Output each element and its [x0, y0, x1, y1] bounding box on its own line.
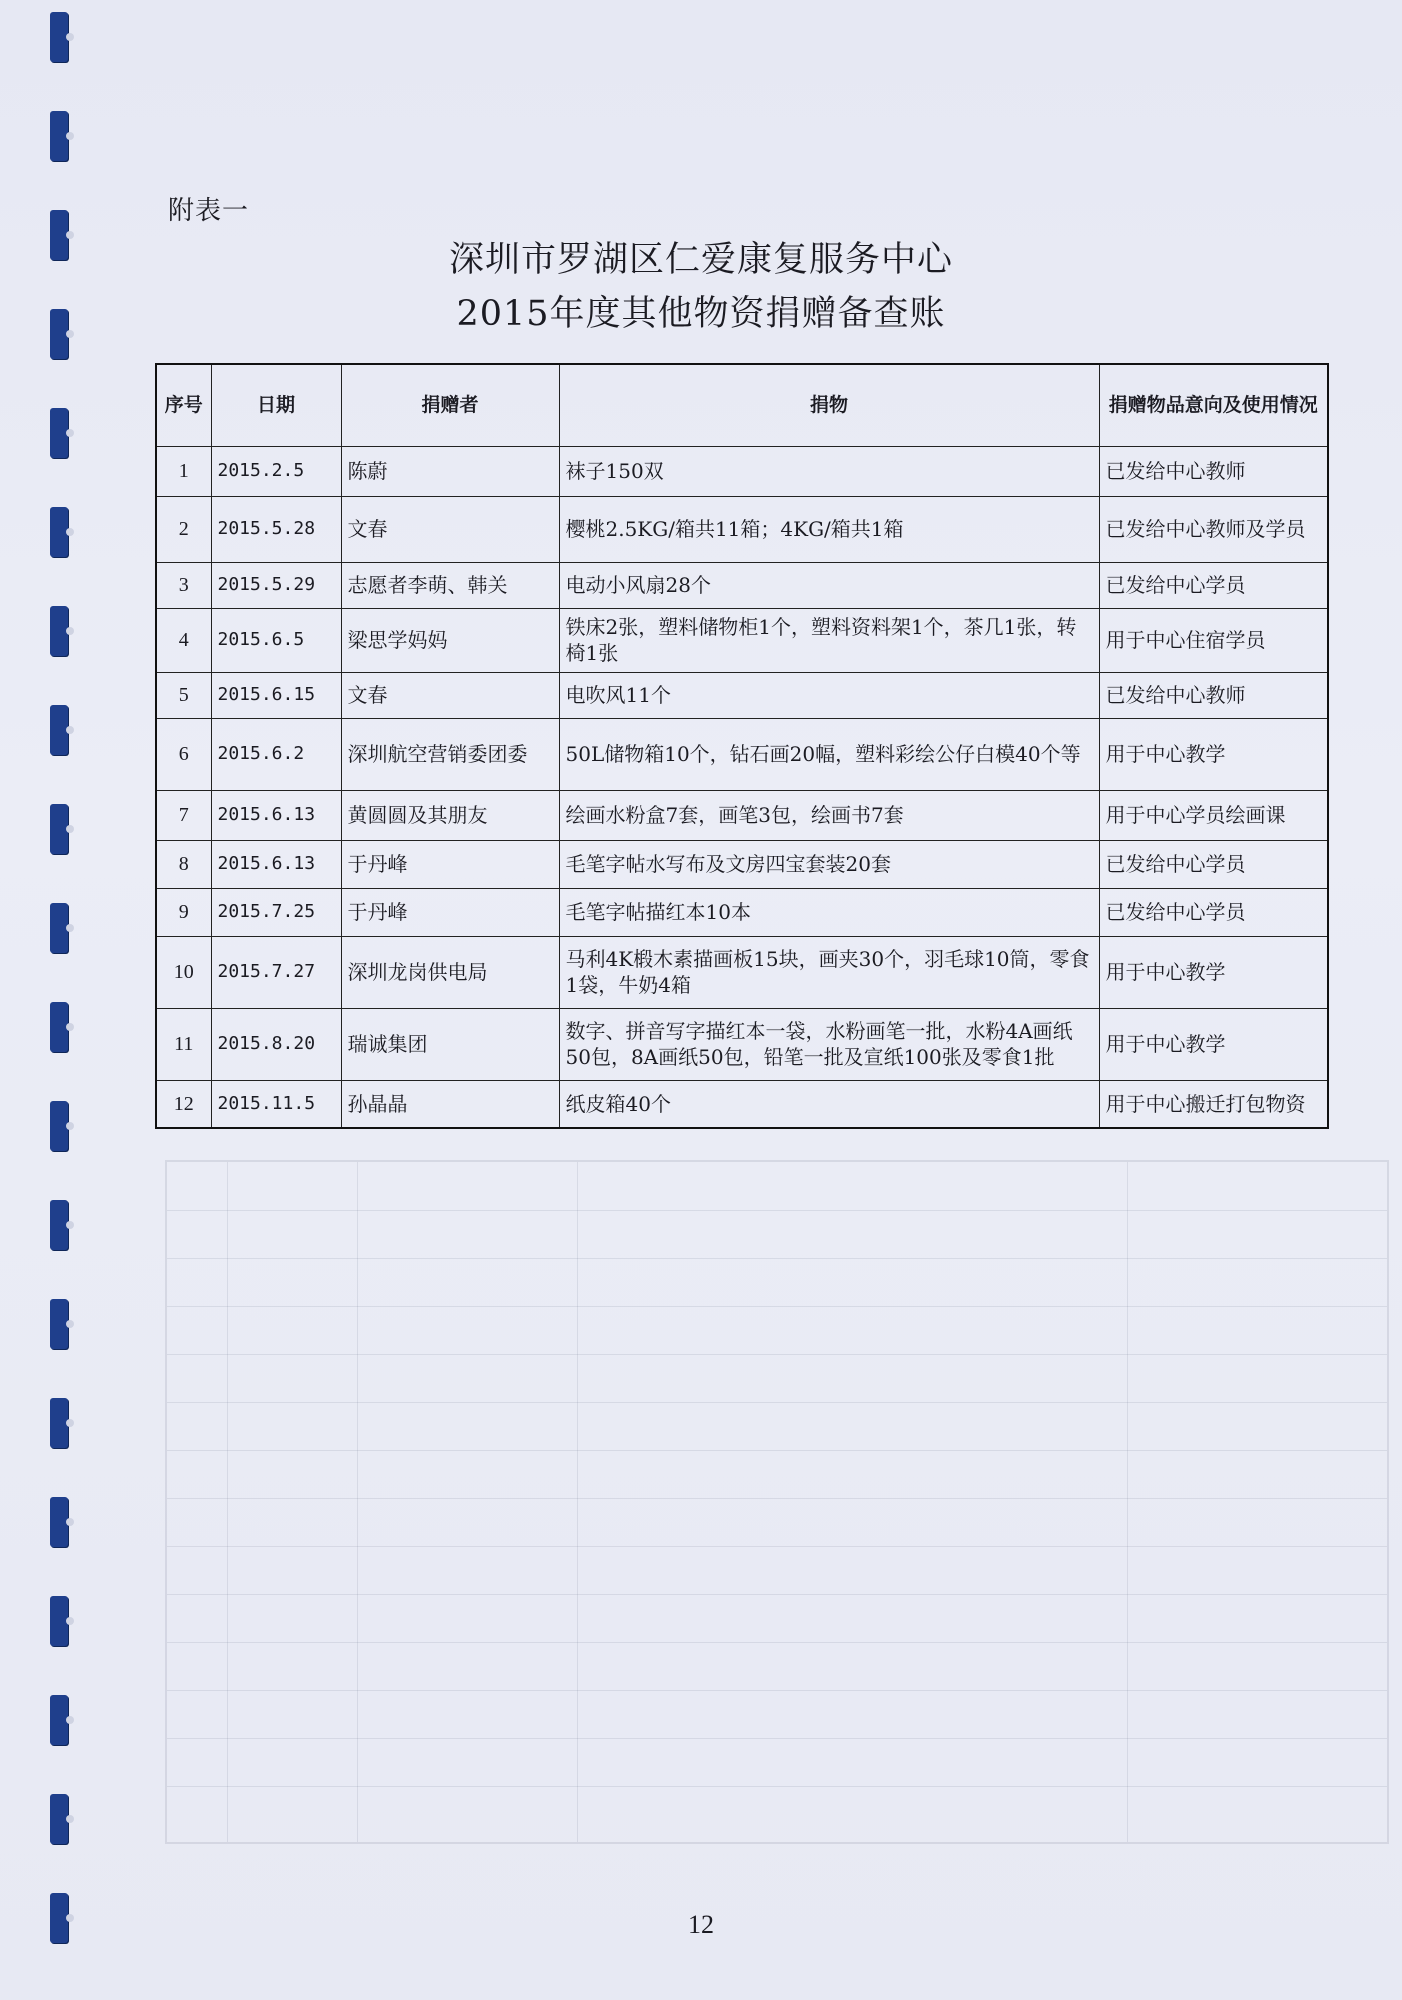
table-row: [156, 1080, 1328, 1128]
cell-donor: 瑞诚集团: [341, 1008, 559, 1080]
ghost-line: [167, 1450, 1387, 1451]
ghost-line: [167, 1402, 1387, 1403]
cell-items: 毛笔字帖水写布及文房四宝套装20套: [559, 840, 1099, 888]
cell-items: 纸皮箱40个: [559, 1080, 1099, 1128]
cell-no: 4: [156, 608, 211, 672]
cell-no: 9: [156, 888, 211, 936]
cell-donor: 于丹峰: [341, 840, 559, 888]
ghost-line: [167, 1738, 1387, 1739]
binding-hole: [66, 1815, 74, 1823]
binding-hole: [66, 429, 74, 437]
ghost-line: [167, 1210, 1387, 1211]
cell-items: 毛笔字帖描红本10本: [559, 888, 1099, 936]
cell-usage: 已发给中心学员: [1099, 562, 1328, 608]
binding-hole: [66, 1023, 74, 1031]
document-title: 深圳市罗湖区仁爱康复服务中心: [448, 240, 953, 280]
cell-items: 数字、拼音写字描红本一袋，水粉画笔一批，水粉4A画纸50包，8A画纸50包，铅笔一批及宣纸100张及零食1批: [559, 1008, 1099, 1080]
cell-usage: 用于中心教学: [1099, 718, 1328, 790]
ghost-line: [167, 1258, 1387, 1259]
cell-usage: 用于中心教学: [1099, 1008, 1328, 1080]
cell-date: 2015.6.13: [211, 840, 341, 888]
cell-usage: 已发给中心教师: [1099, 672, 1328, 718]
cell-donor: 陈蔚: [341, 446, 559, 496]
cell-no: 5: [156, 672, 211, 718]
cell-date: 2015.6.15: [211, 672, 341, 718]
table-row: [156, 790, 1328, 840]
header-no: 序号: [156, 364, 211, 446]
table-header-row: [156, 364, 1328, 446]
cell-items: 电吹风11个: [559, 672, 1099, 718]
cell-usage: 用于中心教学: [1099, 936, 1328, 1008]
cell-usage: 已发给中心教师及学员: [1099, 496, 1328, 562]
cell-date: 2015.6.13: [211, 790, 341, 840]
binding-hole: [66, 132, 74, 140]
cell-date: 2015.7.27: [211, 936, 341, 1008]
cell-items: 50L储物箱10个，钻石画20幅，塑料彩绘公仔白模40个等: [559, 718, 1099, 790]
cell-no: 1: [156, 446, 211, 496]
binding-hole: [66, 924, 74, 932]
binding-hole: [66, 825, 74, 833]
header-donor: 捐赠者: [341, 364, 559, 446]
cell-items: 电动小风扇28个: [559, 562, 1099, 608]
binding-hole: [66, 1419, 74, 1427]
cell-donor: 深圳龙岗供电局: [341, 936, 559, 1008]
cell-donor: 志愿者李萌、韩关: [341, 562, 559, 608]
page-number: 12: [688, 1910, 714, 1939]
table-row: [156, 446, 1328, 496]
cell-no: 7: [156, 790, 211, 840]
cell-date: 2015.7.25: [211, 888, 341, 936]
ghost-line: [227, 1162, 228, 1842]
ghost-line: [167, 1642, 1387, 1643]
donation-ledger-table: [155, 363, 1329, 1129]
cell-donor: 于丹峰: [341, 888, 559, 936]
ghost-line: [167, 1690, 1387, 1691]
binding-hole: [66, 726, 74, 734]
cell-items: 绘画水粉盒7套，画笔3包，绘画书7套: [559, 790, 1099, 840]
document-subtitle: 2015年度其他物资捐赠备查账: [456, 294, 946, 334]
cell-usage: 用于中心搬迁打包物资: [1099, 1080, 1328, 1128]
cell-donor: 梁思学妈妈: [341, 608, 559, 672]
cell-no: 8: [156, 840, 211, 888]
ghost-line: [167, 1594, 1387, 1595]
ghost-line: [167, 1354, 1387, 1355]
cell-date: 2015.6.2: [211, 718, 341, 790]
table-row: [156, 888, 1328, 936]
binding-hole: [66, 528, 74, 536]
appendix-label: 附表一: [168, 196, 250, 226]
cell-no: 3: [156, 562, 211, 608]
cell-no: 6: [156, 718, 211, 790]
cell-items: 袜子150双: [559, 446, 1099, 496]
ghost-line: [167, 1786, 1387, 1787]
bleed-through-grid: [165, 1160, 1389, 1844]
header-items: 捐物: [559, 364, 1099, 446]
binding-hole: [66, 1716, 74, 1724]
table-row: [156, 562, 1328, 608]
cell-date: 2015.8.20: [211, 1008, 341, 1080]
cell-date: 2015.6.5: [211, 608, 341, 672]
cell-donor: 文春: [341, 496, 559, 562]
table-row: [156, 718, 1328, 790]
cell-date: 2015.5.29: [211, 562, 341, 608]
binding-hole: [66, 1617, 74, 1625]
binding-hole: [66, 1221, 74, 1229]
cell-no: 10: [156, 936, 211, 1008]
cell-date: 2015.11.5: [211, 1080, 341, 1128]
cell-usage: 已发给中心学员: [1099, 888, 1328, 936]
table-body: [156, 446, 1328, 1128]
cell-donor: 深圳航空营销委团委: [341, 718, 559, 790]
cell-no: 11: [156, 1008, 211, 1080]
table-row: [156, 840, 1328, 888]
binding-hole: [66, 1122, 74, 1130]
binding-hole: [66, 33, 74, 41]
cell-items: 樱桃2.5KG/箱共11箱；4KG/箱共1箱: [559, 496, 1099, 562]
ghost-line: [357, 1162, 358, 1842]
cell-donor: 黄圆圆及其朋友: [341, 790, 559, 840]
table-row: [156, 672, 1328, 718]
table-row: [156, 608, 1328, 672]
cell-date: 2015.5.28: [211, 496, 341, 562]
cell-donor: 文春: [341, 672, 559, 718]
cell-usage: 已发给中心学员: [1099, 840, 1328, 888]
cell-no: 2: [156, 496, 211, 562]
binding-hole: [66, 1518, 74, 1526]
header-date: 日期: [211, 364, 341, 446]
table-row: [156, 936, 1328, 1008]
ghost-line: [167, 1546, 1387, 1547]
ghost-line: [1127, 1162, 1128, 1842]
cell-usage: 已发给中心教师: [1099, 446, 1328, 496]
ghost-line: [577, 1162, 578, 1842]
cell-usage: 用于中心住宿学员: [1099, 608, 1328, 672]
cell-donor: 孙晶晶: [341, 1080, 559, 1128]
cell-date: 2015.2.5: [211, 446, 341, 496]
table-row: [156, 496, 1328, 562]
cell-no: 12: [156, 1080, 211, 1128]
ghost-line: [167, 1498, 1387, 1499]
table-row: [156, 1008, 1328, 1080]
binding-hole: [66, 627, 74, 635]
header-usage: 捐赠物品意向及使用情况: [1099, 364, 1328, 446]
cell-items: 铁床2张，塑料储物柜1个，塑料资料架1个，茶几1张，转椅1张: [559, 608, 1099, 672]
ghost-line: [167, 1306, 1387, 1307]
cell-usage: 用于中心学员绘画课: [1099, 790, 1328, 840]
cell-items: 马利4K椴木素描画板15块，画夹30个，羽毛球10筒，零食1袋，牛奶4箱: [559, 936, 1099, 1008]
binding-hole: [66, 1320, 74, 1328]
